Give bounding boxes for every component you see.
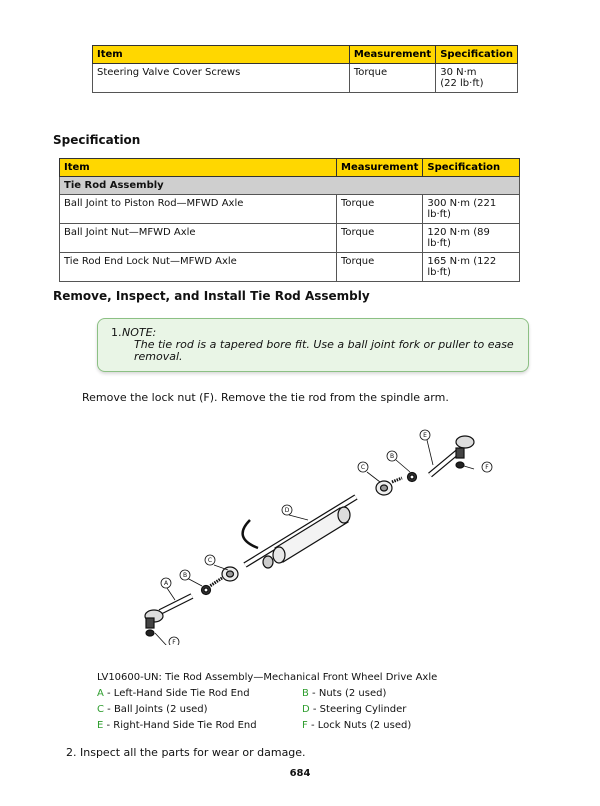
note-callout — [97, 318, 529, 372]
figure-caption: LV10600-UN: Tie Rod Assembly—Mechanical Front Wheel Drive Axle — [97, 672, 438, 683]
svg-text:B: B — [389, 453, 395, 460]
torque-table-tie-rod — [59, 158, 520, 282]
cell-measurement: Torque — [337, 253, 423, 282]
cell-specification — [436, 64, 518, 93]
svg-text:F: F — [172, 639, 176, 645]
callout-c-right — [358, 462, 368, 472]
callout-c-left — [205, 555, 215, 565]
cell-item: Ball Joint Nut—MFWD Axle — [60, 224, 337, 253]
left-tie-rod-end — [145, 596, 192, 636]
callout-d — [282, 505, 292, 515]
legend-item-f: F - Lock Nuts (2 used) — [302, 720, 412, 731]
table-row — [60, 253, 520, 282]
cell-measurement: Torque — [349, 64, 435, 93]
torque-table-valve-cover — [92, 45, 518, 93]
cell-specification: 165 N·m (122 lb·ft) — [423, 253, 520, 282]
section-label: Tie Rod Assembly — [60, 177, 520, 195]
step-2-instruction: 2. Inspect all the parts for wear or damage. — [66, 746, 306, 759]
svg-text:C: C — [360, 464, 366, 471]
note-label: NOTE: — [122, 326, 157, 339]
remove-instruction: Remove the lock nut (F). Remove the tie rod from the spindle arm. — [82, 391, 449, 404]
cell-specification: 120 N·m (89 lb·ft) — [423, 224, 520, 253]
steering-cylinder — [245, 497, 356, 568]
spec-imperial: (22 lb·ft) — [440, 78, 484, 89]
header-item: Item — [93, 46, 350, 64]
svg-text:C: C — [207, 557, 213, 564]
tie-rod-assembly-figure — [130, 420, 500, 645]
table-row — [60, 224, 520, 253]
page-number: 684 — [289, 768, 311, 779]
callout-b-left — [180, 570, 190, 580]
header-measurement: Measurement — [349, 46, 435, 64]
header-item: Item — [60, 159, 337, 177]
cell-measurement: Torque — [337, 224, 423, 253]
table-header-row — [60, 159, 520, 177]
cell-item: Tie Rod End Lock Nut—MFWD Axle — [60, 253, 337, 282]
table-row — [60, 195, 520, 224]
cell-specification: 300 N·m (221 lb·ft) — [423, 195, 520, 224]
callout-a — [161, 578, 171, 588]
cell-measurement: Torque — [337, 195, 423, 224]
svg-text:D: D — [284, 507, 290, 514]
right-nut — [408, 473, 417, 482]
legend-item-e: E - Right-Hand Side Tie Rod End — [97, 720, 257, 731]
table-row — [93, 64, 518, 93]
svg-text:F: F — [485, 464, 489, 471]
svg-text:B: B — [182, 572, 188, 579]
hose-line — [243, 520, 258, 548]
table-header-row — [93, 46, 518, 64]
specification-heading: Specification — [53, 133, 141, 147]
svg-text:A: A — [163, 580, 169, 587]
callout-f-left — [169, 637, 179, 645]
cell-item: Steering Valve Cover Screws — [93, 64, 350, 93]
step-number: 1. — [111, 326, 122, 339]
spec-metric: 30 N·m — [440, 67, 477, 78]
table-section-row — [60, 177, 520, 195]
legend-item-a: A - Left-Hand Side Tie Rod End — [97, 688, 250, 699]
callout-f-right — [482, 462, 492, 472]
left-ball-joint — [210, 567, 238, 586]
svg-text:E: E — [423, 432, 427, 439]
legend-item-c: C - Ball Joints (2 used) — [97, 704, 208, 715]
right-tie-rod-end — [430, 436, 474, 475]
procedure-heading: Remove, Inspect, and Install Tie Rod Assembly — [53, 289, 370, 303]
header-measurement: Measurement — [337, 159, 423, 177]
right-ball-joint — [376, 478, 402, 495]
callout-e — [420, 430, 430, 440]
header-specification: Specification — [423, 159, 520, 177]
callout-b-right — [387, 451, 397, 461]
header-specification: Specification — [436, 46, 518, 64]
note-text: The tie rod is a tapered bore fit. Use a ball joint fork or puller to ease removal. — [134, 338, 514, 363]
cell-item: Ball Joint to Piston Rod—MFWD Axle — [60, 195, 337, 224]
left-nut — [202, 586, 211, 595]
legend-item-d: D - Steering Cylinder — [302, 704, 407, 715]
legend-item-b: B - Nuts (2 used) — [302, 688, 387, 699]
